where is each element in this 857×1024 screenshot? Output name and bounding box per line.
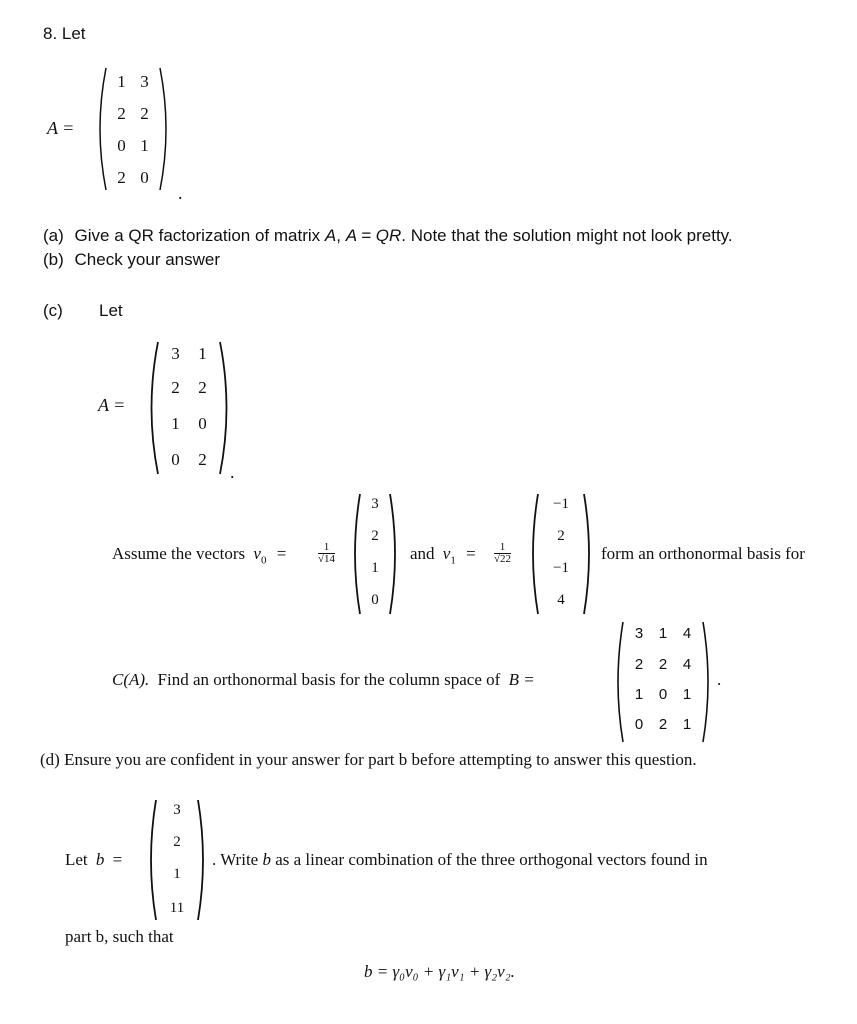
part-c-matrix-a-cell: 3: [171, 344, 180, 363]
part-c-matrix-a-row: [162, 414, 216, 434]
part-c-matrix-a-cell: 0: [198, 414, 207, 433]
part-b-text: Check your answer: [74, 250, 221, 269]
part-a-text-pre: Give a QR factorization of matrix: [74, 226, 325, 245]
matrix-b-row: [627, 686, 699, 703]
matrix-b-cell: 2: [658, 656, 668, 673]
v1-coef-numerator: 1: [494, 542, 511, 554]
part-c-matrix-a-cell: 0: [171, 450, 180, 469]
v1-entry: 4: [557, 592, 565, 608]
matrix-a: [92, 64, 174, 194]
matrix-a-label: A =: [47, 118, 75, 138]
matrix-b-row: [627, 656, 699, 673]
b-entry: 11: [169, 900, 185, 916]
write-b-line: [212, 850, 708, 870]
v1-label: v: [442, 544, 451, 563]
matrix-a-period: .: [178, 183, 183, 203]
part-b: [43, 250, 220, 270]
let-b-label: Let: [65, 850, 88, 869]
matrix-b-label: B =: [508, 670, 535, 689]
matrix-b-cell: 1: [658, 625, 668, 642]
v0-coef-numerator: 1: [318, 542, 335, 554]
matrix-b-cell: 4: [682, 625, 692, 642]
and-label: and: [410, 544, 435, 563]
matrix-a-cell: 2: [140, 104, 149, 123]
part-c-matrix-a-cell: 2: [198, 378, 207, 397]
part-d-text: (d) Ensure you are confident in your answer for part b before attempting to answer this question.: [40, 750, 697, 769]
v1-coefficient: [494, 542, 511, 565]
part-a-eq: A = QR: [345, 226, 402, 245]
matrix-b-row: [627, 716, 699, 733]
b-label: b: [95, 850, 105, 869]
v0-entry: 2: [371, 528, 379, 544]
part-a-text-post: . Note that the solution might not look pretty.: [401, 226, 733, 245]
matrix-b-cell: 1: [682, 686, 692, 703]
colspace-label: C(A).: [112, 670, 150, 689]
matrix-a-cell: 1: [140, 136, 149, 155]
write-var: b: [262, 850, 271, 869]
matrix-b-cell: 1: [634, 686, 644, 703]
v1-equals: =: [466, 544, 476, 563]
matrix-b-row: [627, 625, 699, 642]
v0-entry: 1: [371, 560, 379, 576]
linear-combination-equation: b = γ₀v₀ + γ₁v₁ + γ₂v₂.: [364, 962, 515, 981]
matrix-b-cell: 0: [634, 716, 644, 733]
part-c-matrix-a-cell: 1: [171, 414, 180, 433]
v1-coef-denominator: √22: [494, 553, 512, 565]
part-c-matrix-a-cell: 2: [171, 378, 180, 397]
v0-entry: 0: [371, 592, 379, 608]
matrix-a-row: [110, 136, 156, 156]
v1-entry: −1: [553, 560, 569, 576]
matrix-b-cell: 0: [658, 686, 668, 703]
part-c-let: Let: [99, 301, 123, 320]
matrix-a-row: [110, 72, 156, 92]
part-c-matrix-a-label: A =: [98, 395, 126, 415]
matrix-b-cell: 2: [634, 656, 644, 673]
assume-text: [112, 544, 286, 566]
v0-entry: 3: [371, 496, 379, 512]
colspace-line: [112, 670, 535, 690]
v0-subscript: 0: [260, 554, 267, 567]
matrix-a-cell: 3: [140, 72, 149, 91]
matrix-a-cell: 2: [117, 168, 126, 187]
matrix-a-cell: 2: [117, 104, 126, 123]
v1-subscript: 1: [450, 554, 456, 567]
problem-title: 8. Let: [43, 24, 86, 43]
matrix-a-row: [110, 168, 156, 188]
v0-coefficient: [318, 542, 335, 565]
part-c-label: (c): [43, 301, 63, 320]
matrix-b: [613, 618, 713, 746]
write-text: . Write: [212, 850, 259, 869]
part-c-matrix-a-row: [162, 344, 216, 364]
part-a-var: A: [324, 226, 337, 245]
write-rest: as a linear combination of the three orthogonal vectors found in: [275, 850, 708, 869]
find-text: Find an orthonormal basis for the column space of: [157, 670, 501, 689]
form-basis-text: form an orthonormal basis for: [601, 544, 805, 563]
part-a: [43, 226, 733, 246]
v0-coef-denominator: √14: [318, 553, 336, 565]
matrix-b-cell: 2: [658, 716, 668, 733]
v0-equals: =: [276, 544, 287, 563]
part-c-matrix-a-row: [162, 378, 216, 398]
b-vector: [146, 796, 208, 924]
part-b-such-that: part b, such that: [65, 927, 174, 946]
part-c-matrix-a-cell: 1: [198, 344, 207, 363]
matrix-b-cell: 4: [682, 656, 692, 673]
part-c-matrix-a-row: [162, 450, 216, 470]
matrix-b-period: .: [717, 670, 722, 689]
matrix-a-row: [110, 104, 156, 124]
v1-entry: −1: [553, 496, 569, 512]
v1-entry: 2: [557, 528, 565, 544]
part-c-matrix-a: [144, 338, 234, 478]
part-c-matrix-a-cell: 2: [198, 450, 207, 469]
let-b-line: [65, 850, 122, 870]
b-entry: 3: [173, 802, 181, 818]
matrix-a-cell: 0: [117, 136, 126, 155]
matrix-a-cell: 1: [117, 72, 126, 91]
and-v1-text: [410, 544, 476, 566]
b-entry: 2: [173, 834, 181, 850]
part-c-matrix-a-period: .: [230, 462, 235, 482]
b-entry: 1: [173, 866, 181, 882]
assume-label: Assume the vectors: [112, 544, 246, 563]
part-b-label: (b): [43, 250, 64, 269]
v0-vector: [350, 490, 400, 618]
matrix-a-cell: 0: [140, 168, 149, 187]
part-a-text-mid: ,: [336, 226, 346, 245]
b-equals: =: [112, 850, 123, 869]
v0-label: v: [253, 544, 261, 563]
part-a-label: (a): [43, 226, 64, 245]
matrix-b-cell: 3: [634, 625, 644, 642]
v1-vector: [528, 490, 594, 618]
matrix-b-cell: 1: [682, 716, 692, 733]
